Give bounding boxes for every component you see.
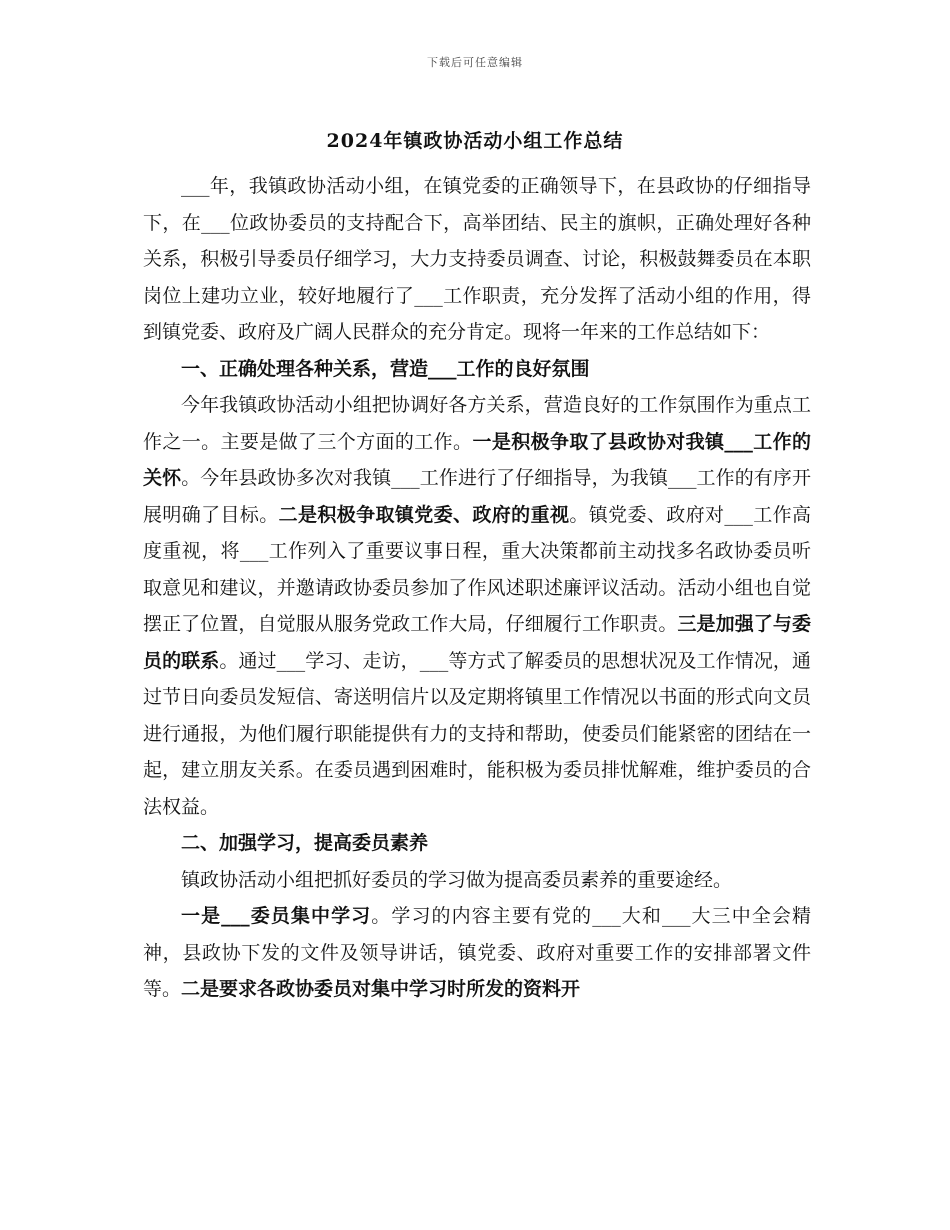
text-run: 。今年县政协多次对我镇___工作进行了仔细指导，为我镇___工作的有序开展明确了目标。 [143,467,811,526]
bold-point-5: 二是要求各政协委员对集中学习时所发的资料开 [181,978,581,1000]
bold-point-1: 一是积极争取了县政协对我镇___工作的关怀 [143,430,811,489]
document-body [143,168,811,1008]
header-note: 下载后可任意编辑 [427,56,523,69]
text-run: 。学习的内容主要有党的___大和___大三中全会精神，县政协下发的文件及领导讲话，镇党委、政府对重要工作的安排部署文件等。 [143,905,811,1000]
bold-point-2: 二是积极争取镇党委、政府的重视 [278,503,570,526]
section-heading-2: 二、加强学习，提高委员素养 [181,832,429,854]
bold-point-3: 三是加强了与委员的联系 [143,613,811,672]
paragraph-section-2-intro: 镇政协活动小组把抓好委员的学习做为提高委员素养的重要途经。 [181,868,733,891]
text-run: 。通过___学习、走访，___等方式了解委员的思想状况及工作情况，通过节日向委员发短信、寄送明信片以及定期将镇里工作情况以书面的形式向文员进行通报，为他们履行职能提供有力的支持和帮助，使委员们能紧密的团结在一起，建立朋友关系。在委员遇到困难时，能积极为委员排忧解难，维护委员的合法权益。 [143,649,811,818]
text-run: 今年我镇政协活动小组把协调好各方关系，营造良好的工作氛围作为重点工作之一。主要是做了三个方面的工作。 [143,394,811,453]
bold-point-4: 一是___委员集中学习 [181,905,372,927]
text-run: 。镇党委、政府对___工作高度重视，将___工作列入了重要议事日程，重大决策都前主动找多名政协委员听取意见和建议，并邀请政协委员参加了作风述职述廉评议活动。活动小组也自觉摆正了位置，自觉服从服务党政工作大局，仔细履行工作职责。 [143,503,811,635]
paragraph-intro: ___年，我镇政协活动小组，在镇党委的正确领导下，在县政协的仔细指导下，在___位政协委员的支持配合下，高举团结、民主的旗帜，正确处理好各种关系，积极引导委员仔细学习，大力支持委员调查、讨论，积极鼓舞委员在本职岗位上建功立业，较好地履行了___工作职责，充分发挥了活动小组的作用，得到镇党委、政府及广阔人民群众的充分肯定。现将一年来的工作总结如下： [143,175,811,343]
paragraph-section-2-points [143,898,811,1008]
document-title: 2024年镇政协活动小组工作总结 [326,130,624,152]
paragraph-section-1 [143,387,811,825]
section-heading-1: 一、正确处理各种关系，营造___工作的良好氛围 [181,357,590,380]
